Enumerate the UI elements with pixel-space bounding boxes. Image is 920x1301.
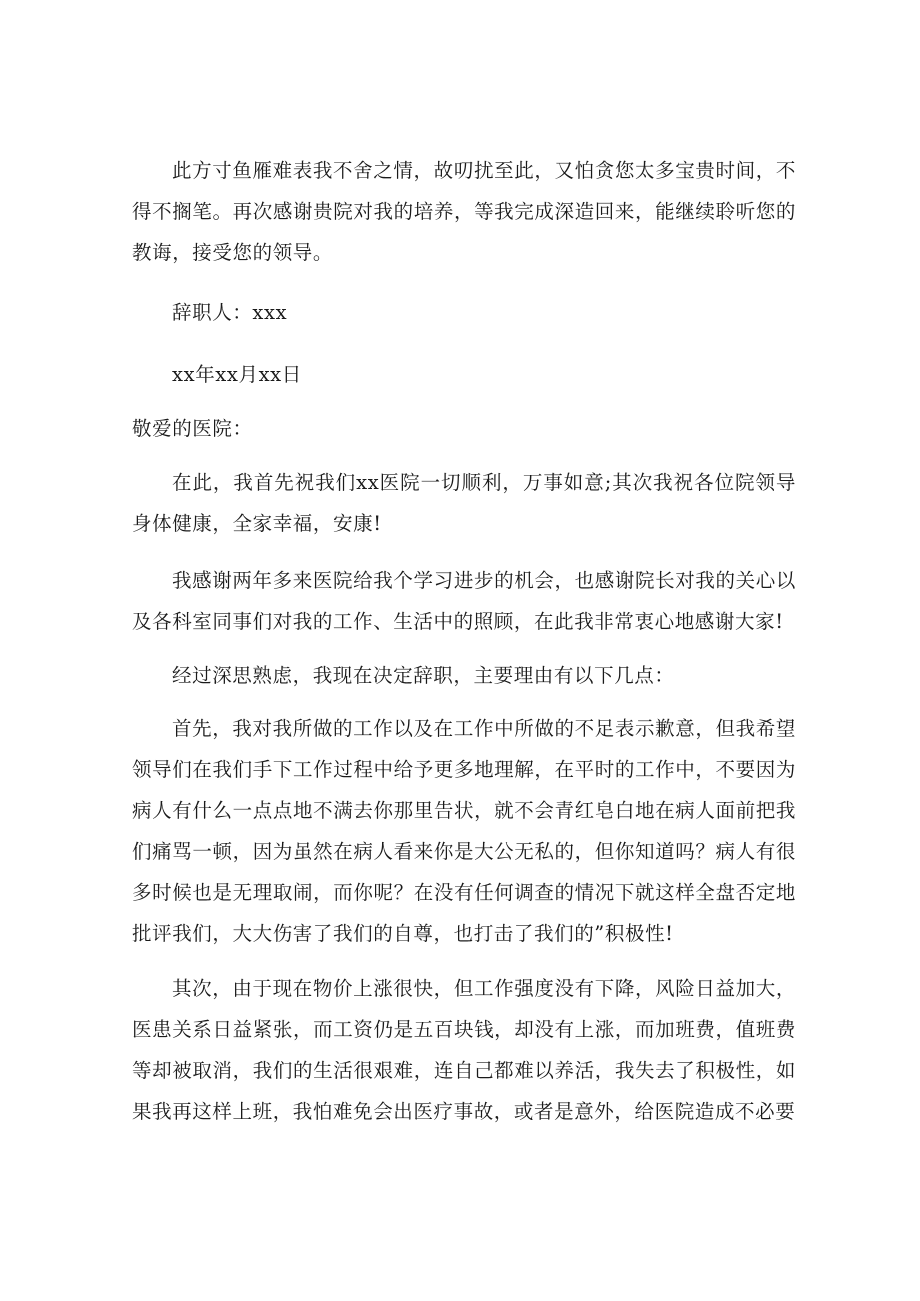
reason-two-paragraph: 其次，由于现在物价上涨很快，但工作强度没有下降，风险日益加大，医患关系日益紧张，而工资仍是五百块钱，却没有上涨，而加班费，值班费等却被取消，我们的生活很艰难，连自己都难以养活，我失去了积极性，如果我再这样上班，我怕难免会出医疗事故，或者是意外，给医院造成不必要: [132, 977, 796, 1123]
salutation: 敬爱的医院：: [132, 417, 253, 440]
signer-line: 辞职人：xxx: [172, 301, 288, 324]
greeting-paragraph: 在此，我首先祝我们xx医院一切顺利，万事如意;其次我祝各位院领导身体健康，全家幸福，安康!: [132, 471, 796, 535]
decision-paragraph: 经过深思熟虑，我现在决定辞职，主要理由有以下几点：: [172, 664, 675, 687]
reason-one-paragraph: 首先，我对我所做的工作以及在工作中所做的不足表示歉意，但我希望领导们在我们手下工作过程中给予更多地理解，在平时的工作中，不要因为病人有什么一点点地不满去你那里告状，就不会青红皂白地在病人面前把我们痛骂一顿，因为虽然在病人看来你是大公无私的，但你知道吗？病人有很多时候也是无理取闹，而你呢？在没有任何调查的情况下就这样全盘否定地批评我们，大大伤害了我们的自尊，也打击了我们的”积极性!: [132, 717, 796, 945]
closing-paragraph: 此方寸鱼雁难表我不舍之情，故叨扰至此，又怕贪您太多宝贵时间，不得不搁笔。再次感谢贵院对我的培养，等我完成深造回来，能继续聆听您的教诲，接受您的领导。: [132, 159, 796, 264]
date-line: xx年xx月xx日: [172, 363, 302, 386]
thanks-paragraph: 我感谢两年多来医院给我个学习进步的机会，也感谢院长对我的关心以及各科室同事们对我的工作、生活中的照顾，在此我非常衷心地感谢大家!: [132, 569, 796, 633]
